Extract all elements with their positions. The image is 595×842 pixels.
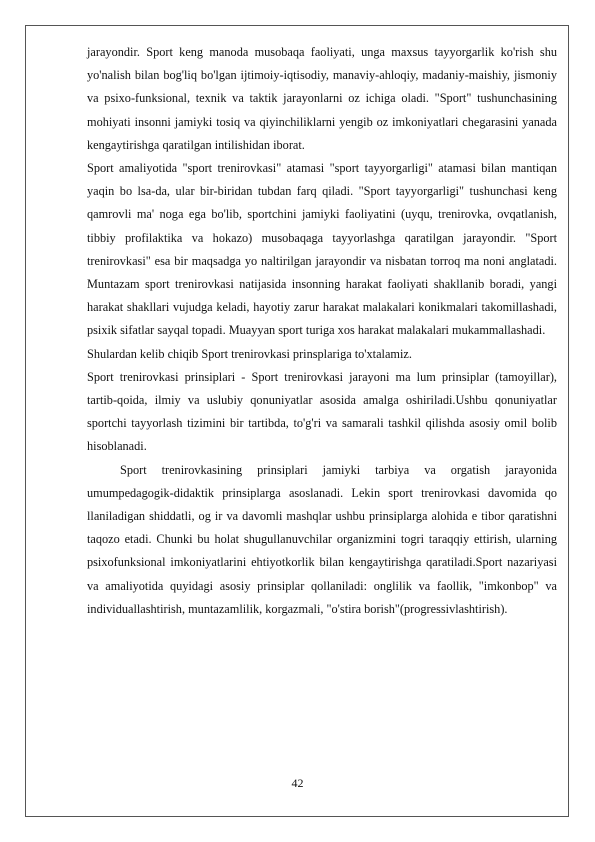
paragraph-transition: Shulardan kelib chiqib Sport trenirovkasi prinsplariga to'xtalamiz. xyxy=(87,346,412,361)
page-number: 42 xyxy=(291,776,304,790)
paragraph-principles-basis: Sport trenirovkasining prinsiplari jamiyki tarbiya va orgatish jarayonida umumpedagogik-didaktik prinsiplarga asoslanadi. Lekin sport trenirovkasi davomida qo llaniladigan shiddatli, og ir va davomli mashqlar ushbu prinsiplarga alohida e tibor qaratishni taqozo etadi. Chunki bu holat shugullanuvchilar organizmini togri taraqqiy ettirish, ularning psixofunksional imkoniyatlarini ehtiyotkorlik bilan kengaytirishga qaratiladi.Sport nazariyasi va amaliyotida quyidagi asosiy prinsiplar qollaniladi: onglilik va faollik, "imkonbop" va individuallashtirish, muntazamlilik, korgazmali, "o'stira borish"(progressivlashtirish). xyxy=(87,462,557,616)
paragraph-training-principles: Sport trenirovkasi prinsiplari - Sport trenirovkasi jarayoni ma lum prinsiplar (tamoyillar), tartib-qoida, ilmiy va uslubiy qonuniyatlar asosida amalga oshiriladi.Ushbu qonuniyatlar sportchi tayyorlash tizimini bir tartibda, to'g'ri va samarali tashkil qilishda asosiy omil bolib hisoblanadi. xyxy=(87,369,557,454)
document-body xyxy=(87,41,557,621)
paragraph-training-vs-preparation: Sport amaliyotida "sport trenirovkasi" atamasi "sport tayyorgarligi" atamasi bilan mantiqan yaqin bo lsa-da, ular bir-biridan tubdan farq qiladi. "Sport tayyorgarligi" tushunchasi keng qamrovli ma' noga ega bo'lib, sportchini jamiyki faoliyatini (uyqu, trenirovka, ovqatlanish, tibbiy profilaktika va hokazo) musobaqaga tayyorlashga qaratilgan jarayondir. "Sport trenirovkasi" esa bir maqsadga yo naltirilgan jarayondir va nisbatan torroq ma noni anglatadi. Muntazam sport trenirovkasi natijasida insonning harakat faoliyati shakllanib boradi, yangi harakat shakllari vujudga keladi, hayotiy zarur harakat malakalari konikmalari takomillashadi, psixik sifatlar sayqal topadi. Muayyan sport turiga xos harakat malakalari mukammallashadi. xyxy=(87,161,557,338)
paragraph-sport-definition: jarayondir. Sport keng manoda musobaqa faoliyati, unga maxsus tayyorgarlik ko'rish shu yo'nalish bilan bog'liq bo'lgan ijtimoiy-iqtisodiy, manaviy-ahloqiy, madaniy-maishiy, jismoniy va psixo-funksional, texnik va taktik jarayonlarni oz ichiga oladi. "Sport" tushunchasining mohiyati insonni jamiyki tosiq va qiyinchiliklarni yengib oz imkoniyatlari chegarasini yanada kengaytirishga qaratilgan intilishidan iborat. xyxy=(87,45,557,152)
